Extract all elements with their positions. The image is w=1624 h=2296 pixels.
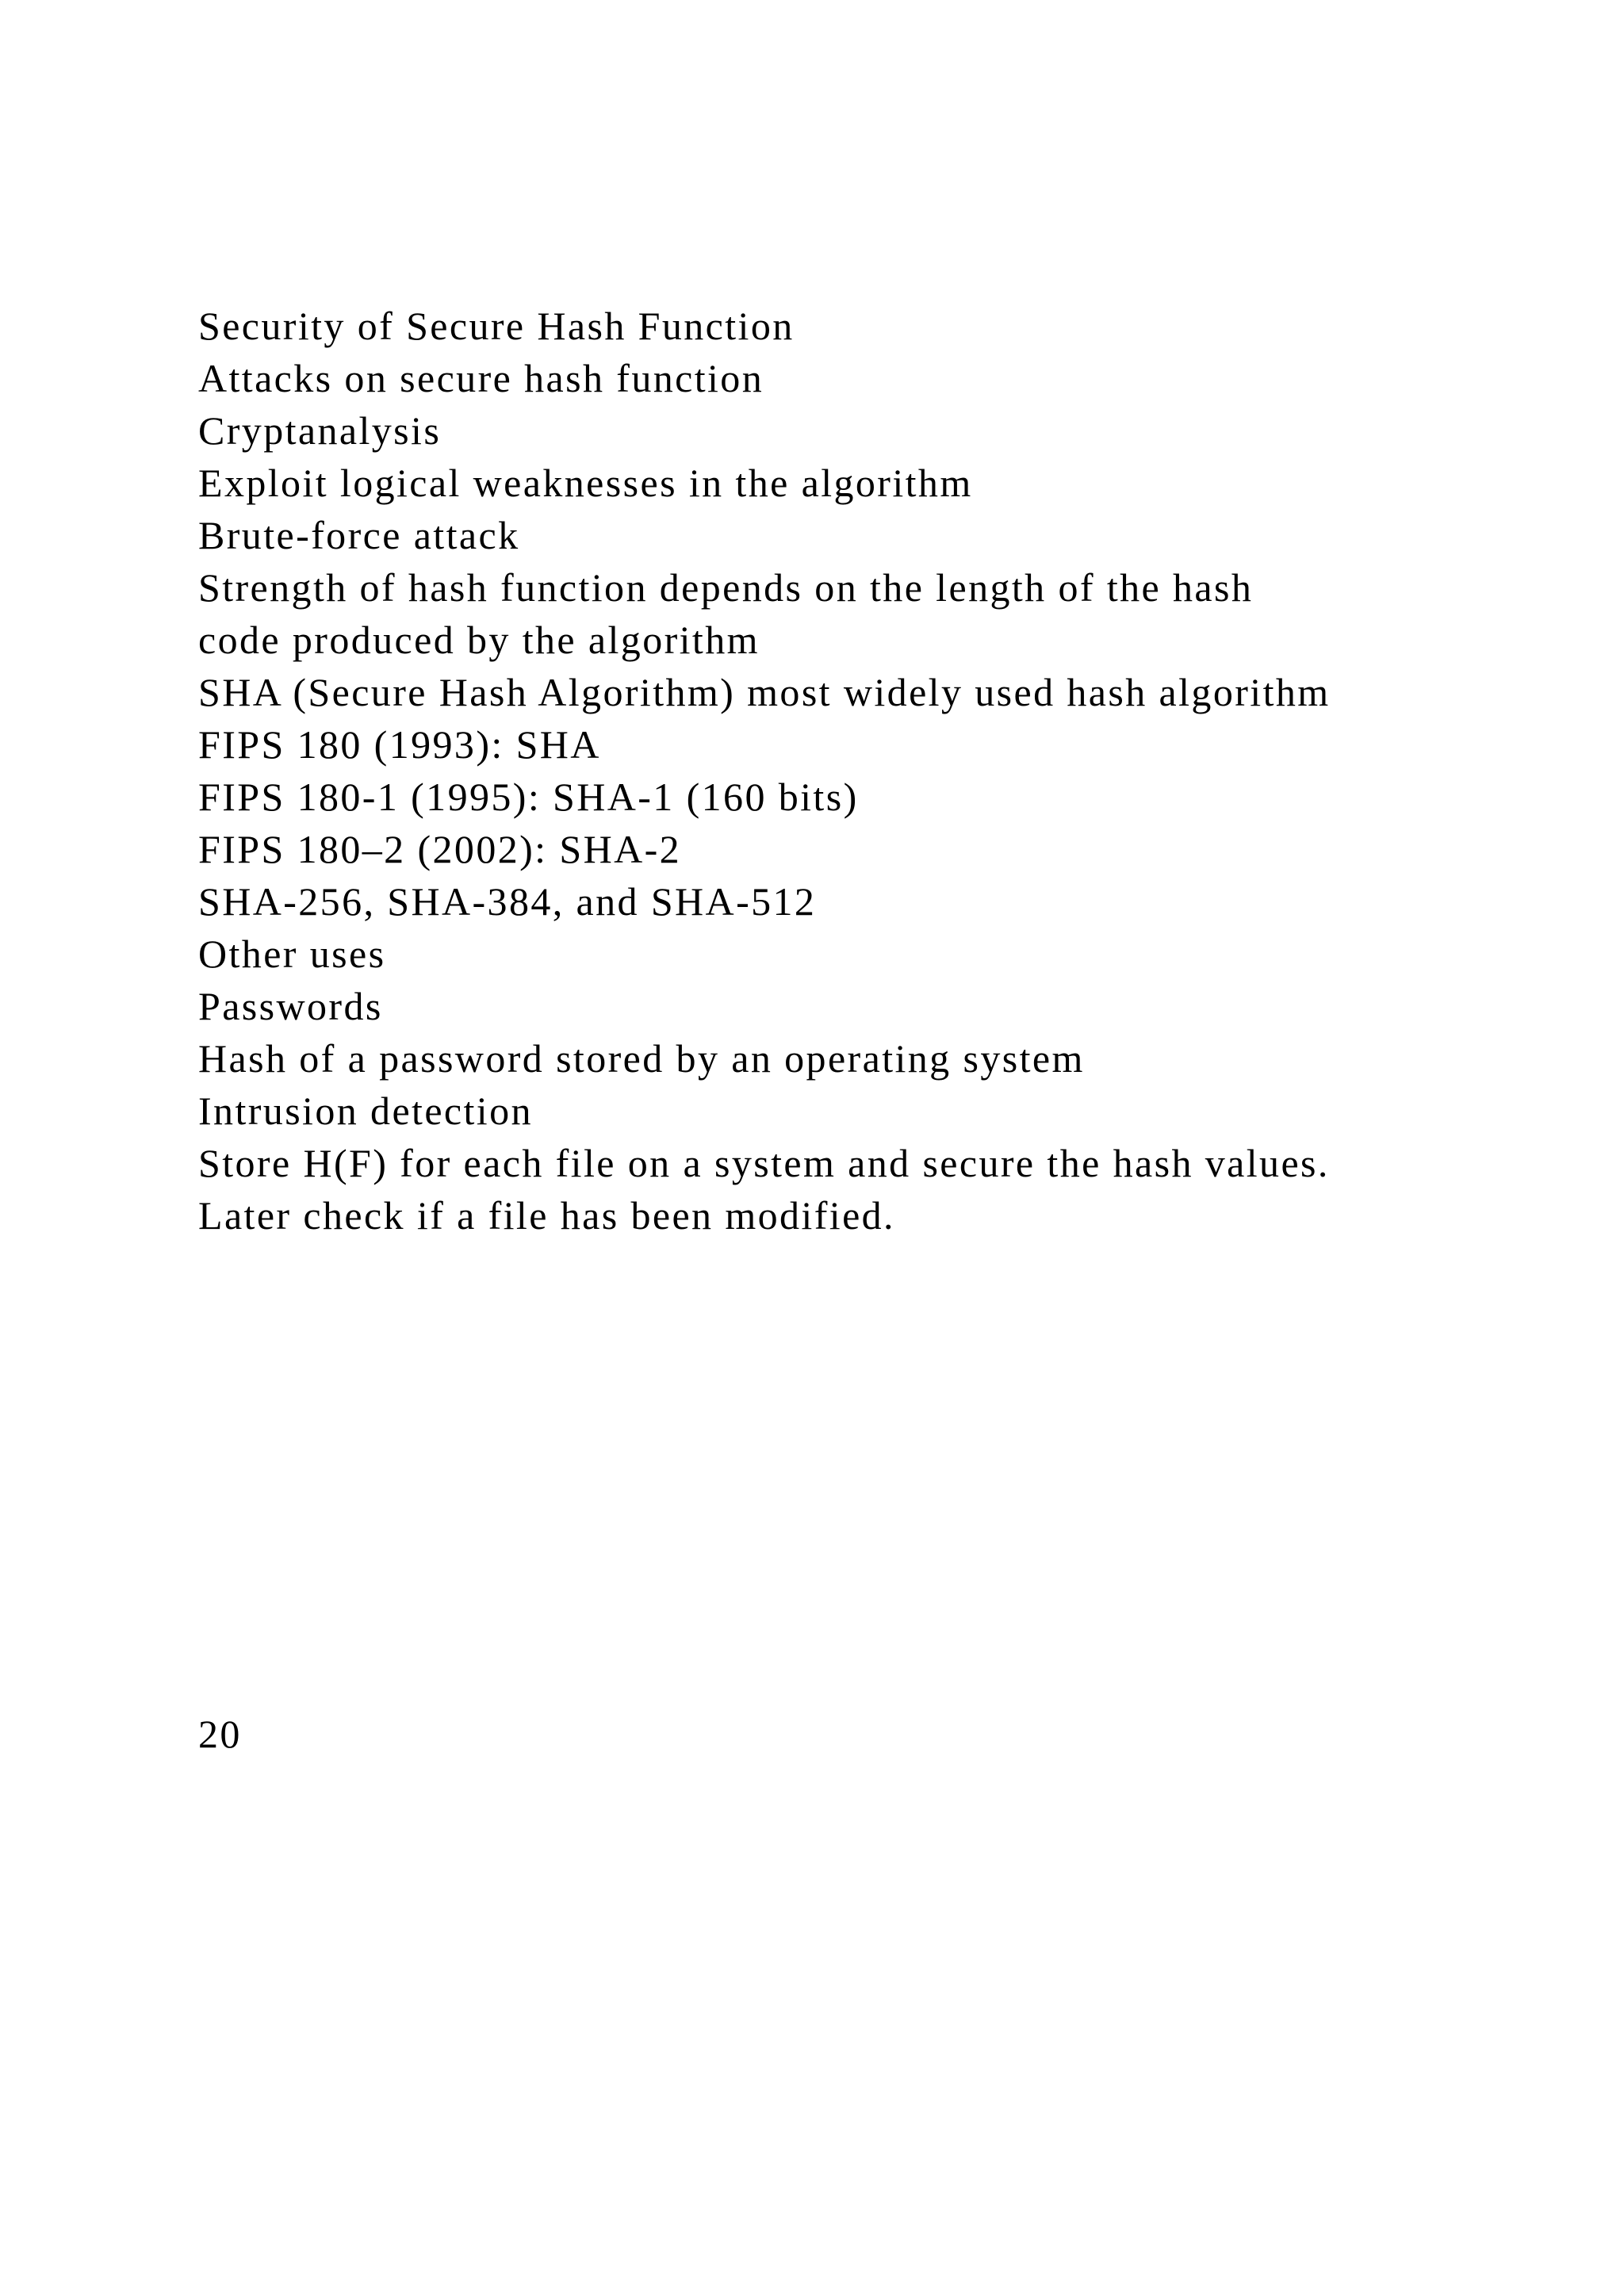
- text-line-other-uses: Other uses: [198, 932, 386, 976]
- text-line-fips-180-1: FIPS 180-1 (1995): SHA-1 (160 bits): [198, 775, 859, 819]
- text-line-sha: SHA (Secure Hash Algorithm) most widely used hash algorithm: [198, 670, 1331, 714]
- text-line-store-hash: Store H(F) for each file on a system and secure the hash values.: [198, 1141, 1330, 1185]
- text-line-attacks: Attacks on secure hash function: [198, 356, 764, 400]
- text-line-later-check: Later check if a file has been modified.: [198, 1193, 895, 1238]
- text-line-hash-code-produced: code produced by the algorithm: [198, 618, 760, 662]
- text-line-fips-180-2: FIPS 180–2 (2002): SHA-2: [198, 827, 682, 871]
- text-line-cryptanalysis: Cryptanalysis: [198, 408, 442, 453]
- heading-security-of-secure-hash-function: Security of Secure Hash Function: [198, 304, 795, 348]
- text-line-intrusion-detection: Intrusion detection: [198, 1089, 533, 1133]
- text-line-password-hash: Hash of a password stored by an operating system: [198, 1036, 1085, 1081]
- page-number: 20: [198, 1712, 242, 1756]
- text-line-strength: Strength of hash function depends on the length of the hash: [198, 565, 1254, 610]
- text-line-fips-180: FIPS 180 (1993): SHA: [198, 722, 601, 767]
- text-line-exploit-weaknesses: Exploit logical weaknesses in the algorithm: [198, 461, 973, 505]
- text-line-passwords: Passwords: [198, 984, 383, 1028]
- text-line-brute-force: Brute-force attack: [198, 513, 520, 557]
- document-body: [198, 300, 1562, 1242]
- text-line-sha-variants: SHA-256, SHA-384, and SHA-512: [198, 879, 817, 924]
